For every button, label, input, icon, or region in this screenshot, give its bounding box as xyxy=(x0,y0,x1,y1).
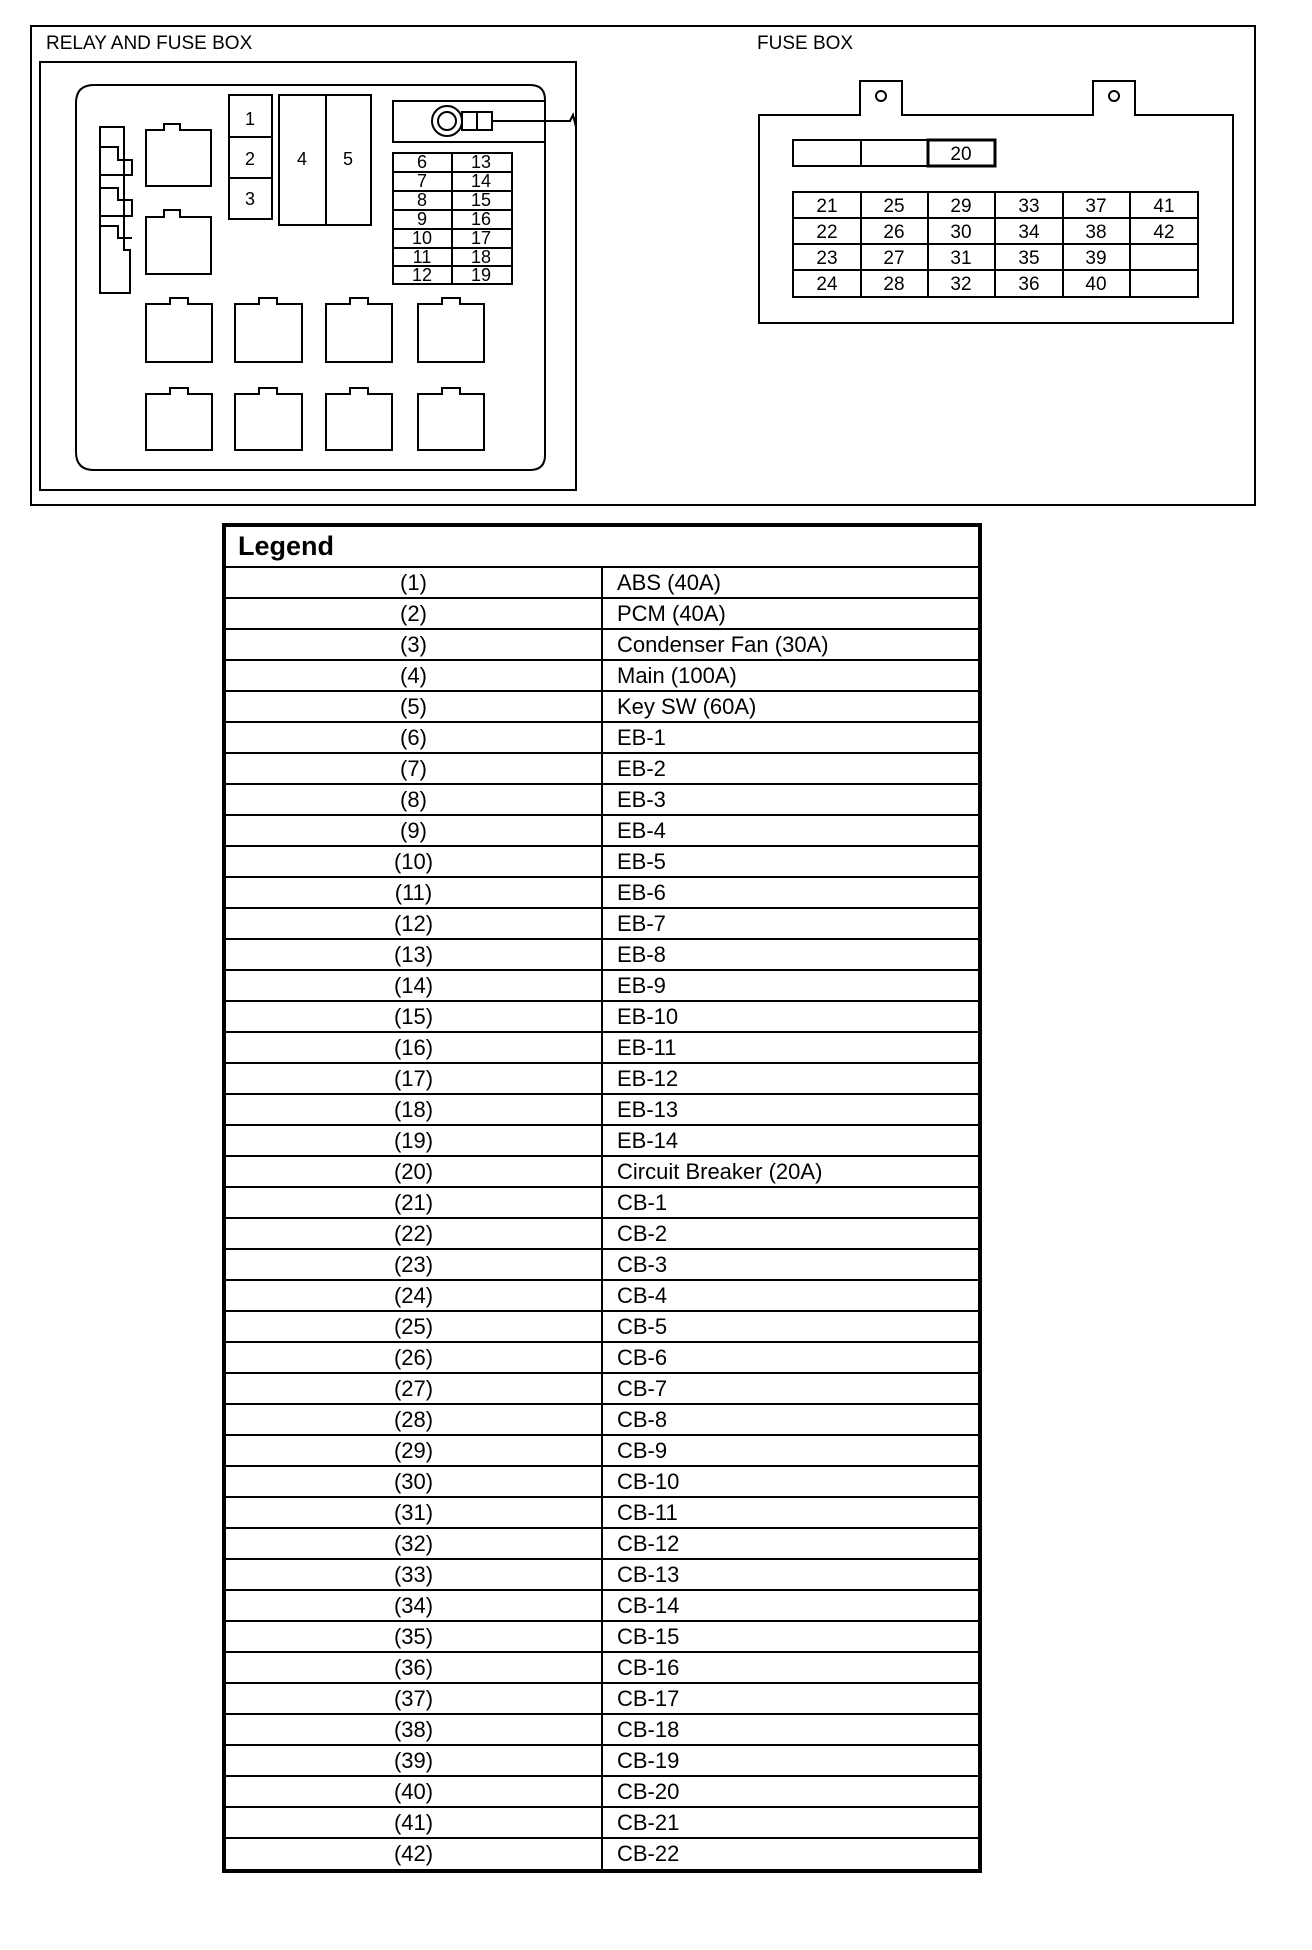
cb-label: 38 xyxy=(1085,222,1107,243)
fuse-box-title: FUSE BOX xyxy=(757,33,854,54)
eb-label: 17 xyxy=(470,228,492,248)
legend-label: CB-19 xyxy=(602,1745,978,1776)
cb-label: 39 xyxy=(1085,248,1107,269)
cb-label: 37 xyxy=(1085,196,1107,217)
breaker-slot xyxy=(861,140,928,166)
cb-label: 36 xyxy=(1018,274,1040,295)
legend-id: (40) xyxy=(226,1776,602,1807)
cb-label: 29 xyxy=(950,196,972,217)
legend-row xyxy=(226,877,978,908)
legend-id: (7) xyxy=(226,753,602,784)
legend-id: (29) xyxy=(226,1435,602,1466)
legend-label: Key SW (60A) xyxy=(602,691,978,722)
legend-label: Condenser Fan (30A) xyxy=(602,629,978,660)
legend-id: (3) xyxy=(226,629,602,660)
cb-label: 31 xyxy=(950,248,972,269)
legend-id: (5) xyxy=(226,691,602,722)
legend-id: (10) xyxy=(226,846,602,877)
legend-row xyxy=(226,846,978,877)
relay-socket xyxy=(146,298,212,362)
legend-row xyxy=(226,1683,978,1714)
eb-label: 8 xyxy=(416,190,428,210)
legend-row xyxy=(226,1373,978,1404)
legend-id: (24) xyxy=(226,1280,602,1311)
connector-terminal xyxy=(100,127,132,293)
legend-id: (39) xyxy=(226,1745,602,1776)
relay-socket xyxy=(326,298,392,362)
legend-row xyxy=(226,1435,978,1466)
legend-row xyxy=(226,598,978,629)
cb-label: 40 xyxy=(1085,274,1107,295)
eb-label: 13 xyxy=(470,152,492,172)
legend-label: CB-14 xyxy=(602,1590,978,1621)
legend-row xyxy=(226,1466,978,1497)
legend-row xyxy=(226,629,978,660)
legend-id: (32) xyxy=(226,1528,602,1559)
legend-row xyxy=(226,1342,978,1373)
legend-label: CB-9 xyxy=(602,1435,978,1466)
legend-row xyxy=(226,1590,978,1621)
relay-socket xyxy=(235,298,302,362)
legend-label: EB-9 xyxy=(602,970,978,1001)
legend-row xyxy=(226,1280,978,1311)
relay-socket xyxy=(418,388,484,450)
legend-id: (34) xyxy=(226,1590,602,1621)
legend-label: CB-4 xyxy=(602,1280,978,1311)
legend-row xyxy=(226,1776,978,1807)
legend-id: (38) xyxy=(226,1714,602,1745)
legend-row xyxy=(226,1094,978,1125)
legend-label: EB-12 xyxy=(602,1063,978,1094)
eb-label: 6 xyxy=(416,152,428,172)
cb-label: 33 xyxy=(1018,196,1040,217)
legend-label: CB-11 xyxy=(602,1497,978,1528)
legend-id: (25) xyxy=(226,1311,602,1342)
legend-id: (4) xyxy=(226,660,602,691)
legend-id: (31) xyxy=(226,1497,602,1528)
eb-label: 7 xyxy=(416,171,428,191)
cb-label: 24 xyxy=(816,274,838,295)
legend-label: EB-7 xyxy=(602,908,978,939)
legend-row xyxy=(226,567,978,598)
legend-label: EB-4 xyxy=(602,815,978,846)
legend-id: (16) xyxy=(226,1032,602,1063)
cb-label: 27 xyxy=(883,248,905,269)
legend-label: PCM (40A) xyxy=(602,598,978,629)
legend-label: CB-1 xyxy=(602,1187,978,1218)
legend-row xyxy=(226,1249,978,1280)
legend-row xyxy=(226,660,978,691)
legend-id: (2) xyxy=(226,598,602,629)
legend-label: CB-18 xyxy=(602,1714,978,1745)
eb-fuse-grid xyxy=(393,153,512,284)
legend-title: Legend xyxy=(226,527,978,567)
eb-label: 15 xyxy=(470,190,492,210)
legend-id: (6) xyxy=(226,722,602,753)
legend-label: CB-7 xyxy=(602,1373,978,1404)
legend-label: EB-6 xyxy=(602,877,978,908)
legend-row xyxy=(226,815,978,846)
legend-row xyxy=(226,1063,978,1094)
cb-label: 23 xyxy=(816,248,838,269)
legend-id: (30) xyxy=(226,1466,602,1497)
legend-row xyxy=(226,1001,978,1032)
legend-label: EB-11 xyxy=(602,1032,978,1063)
legend-label: EB-2 xyxy=(602,753,978,784)
legend-label: CB-12 xyxy=(602,1528,978,1559)
cb-label: 30 xyxy=(950,222,972,243)
cb-label: 28 xyxy=(883,274,905,295)
legend-id: (37) xyxy=(226,1683,602,1714)
legend-id: (41) xyxy=(226,1807,602,1838)
legend-label: EB-8 xyxy=(602,939,978,970)
fuse-box-diagram xyxy=(0,0,1312,520)
legend-id: (15) xyxy=(226,1001,602,1032)
legend-label: EB-10 xyxy=(602,1001,978,1032)
cb-label: 42 xyxy=(1153,222,1175,243)
legend-row xyxy=(226,1528,978,1559)
relay-box-title: RELAY AND FUSE BOX xyxy=(46,33,253,54)
legend-id: (23) xyxy=(226,1249,602,1280)
legend-id: (33) xyxy=(226,1559,602,1590)
fuse-label-5: 5 xyxy=(342,149,354,169)
fuse-label-2: 2 xyxy=(244,149,256,169)
legend-id: (8) xyxy=(226,784,602,815)
fuse-label-3: 3 xyxy=(244,189,256,209)
legend-id: (22) xyxy=(226,1218,602,1249)
legend-row xyxy=(226,1125,978,1156)
cb-fuse-grid xyxy=(793,192,1198,297)
fuse-label-1: 1 xyxy=(244,109,256,129)
relay-socket xyxy=(326,388,392,450)
legend-row xyxy=(226,1311,978,1342)
legend-row xyxy=(226,1559,978,1590)
cb-label: 26 xyxy=(883,222,905,243)
diagram-frame xyxy=(31,26,1255,505)
legend-id: (9) xyxy=(226,815,602,846)
legend-row xyxy=(226,691,978,722)
legend-id: (26) xyxy=(226,1342,602,1373)
eb-label: 9 xyxy=(416,209,428,229)
legend-table xyxy=(222,523,982,1873)
legend-id: (14) xyxy=(226,970,602,1001)
legend-label: EB-5 xyxy=(602,846,978,877)
legend-row xyxy=(226,753,978,784)
cb-label: 22 xyxy=(816,222,838,243)
legend-label: EB-14 xyxy=(602,1125,978,1156)
legend-row xyxy=(226,1187,978,1218)
legend-id: (27) xyxy=(226,1373,602,1404)
cb-label: 41 xyxy=(1153,196,1175,217)
mount-hole-icon xyxy=(876,91,886,101)
cb-label: 35 xyxy=(1018,248,1040,269)
legend-row xyxy=(226,939,978,970)
legend-id: (12) xyxy=(226,908,602,939)
mount-hole-icon xyxy=(1109,91,1119,101)
legend-row xyxy=(226,784,978,815)
legend-label: EB-1 xyxy=(602,722,978,753)
legend-row xyxy=(226,1621,978,1652)
legend-label: CB-5 xyxy=(602,1311,978,1342)
breaker-slot xyxy=(793,140,861,166)
legend-label: CB-21 xyxy=(602,1807,978,1838)
legend-row xyxy=(226,1714,978,1745)
legend-label: CB-20 xyxy=(602,1776,978,1807)
legend-row xyxy=(226,1032,978,1063)
legend-label: CB-17 xyxy=(602,1683,978,1714)
legend-row xyxy=(226,1838,978,1869)
eb-label: 19 xyxy=(470,265,492,285)
legend-label: ABS (40A) xyxy=(602,567,978,598)
eb-label: 14 xyxy=(470,171,492,191)
eb-label: 18 xyxy=(470,247,492,267)
legend-label: CB-10 xyxy=(602,1466,978,1497)
legend-id: (18) xyxy=(226,1094,602,1125)
legend-id: (20) xyxy=(226,1156,602,1187)
legend-row xyxy=(226,1807,978,1838)
legend-id: (13) xyxy=(226,939,602,970)
legend-label: CB-8 xyxy=(602,1404,978,1435)
breaker-label-20: 20 xyxy=(950,144,972,165)
legend-label: CB-2 xyxy=(602,1218,978,1249)
relay-socket xyxy=(146,388,212,450)
eb-label: 10 xyxy=(411,228,433,248)
legend-label: Circuit Breaker (20A) xyxy=(602,1156,978,1187)
relay-socket xyxy=(235,388,302,450)
legend-row xyxy=(226,1218,978,1249)
legend-label: CB-13 xyxy=(602,1559,978,1590)
fuse-label-4: 4 xyxy=(296,149,308,169)
legend-id: (19) xyxy=(226,1125,602,1156)
legend-row xyxy=(226,722,978,753)
legend-id: (36) xyxy=(226,1652,602,1683)
legend-id: (11) xyxy=(226,877,602,908)
legend-id: (35) xyxy=(226,1621,602,1652)
legend-row xyxy=(226,970,978,1001)
eb-label: 16 xyxy=(470,209,492,229)
cb-label: 32 xyxy=(950,274,972,295)
legend-row xyxy=(226,1404,978,1435)
legend-id: (28) xyxy=(226,1404,602,1435)
legend-row xyxy=(226,1497,978,1528)
legend-label: Main (100A) xyxy=(602,660,978,691)
battery-terminal-icon xyxy=(393,101,576,142)
legend-id: (1) xyxy=(226,567,602,598)
cb-label: 25 xyxy=(883,196,905,217)
legend-label: EB-13 xyxy=(602,1094,978,1125)
legend-label: CB-22 xyxy=(602,1838,978,1869)
legend-row xyxy=(226,1745,978,1776)
legend-label: CB-15 xyxy=(602,1621,978,1652)
legend-label: CB-3 xyxy=(602,1249,978,1280)
legend-row xyxy=(226,1156,978,1187)
legend-label: EB-3 xyxy=(602,784,978,815)
legend-id: (21) xyxy=(226,1187,602,1218)
legend-label: CB-16 xyxy=(602,1652,978,1683)
eb-label: 12 xyxy=(411,265,433,285)
legend-row xyxy=(226,908,978,939)
cb-label: 34 xyxy=(1018,222,1040,243)
eb-label: 11 xyxy=(412,247,432,267)
legend-id: (17) xyxy=(226,1063,602,1094)
legend-label: CB-6 xyxy=(602,1342,978,1373)
legend-id: (42) xyxy=(226,1838,602,1869)
relay-socket xyxy=(146,210,211,274)
relay-socket xyxy=(418,298,484,362)
legend-row xyxy=(226,1652,978,1683)
relay-socket xyxy=(146,124,211,186)
cb-label: 21 xyxy=(816,196,838,217)
